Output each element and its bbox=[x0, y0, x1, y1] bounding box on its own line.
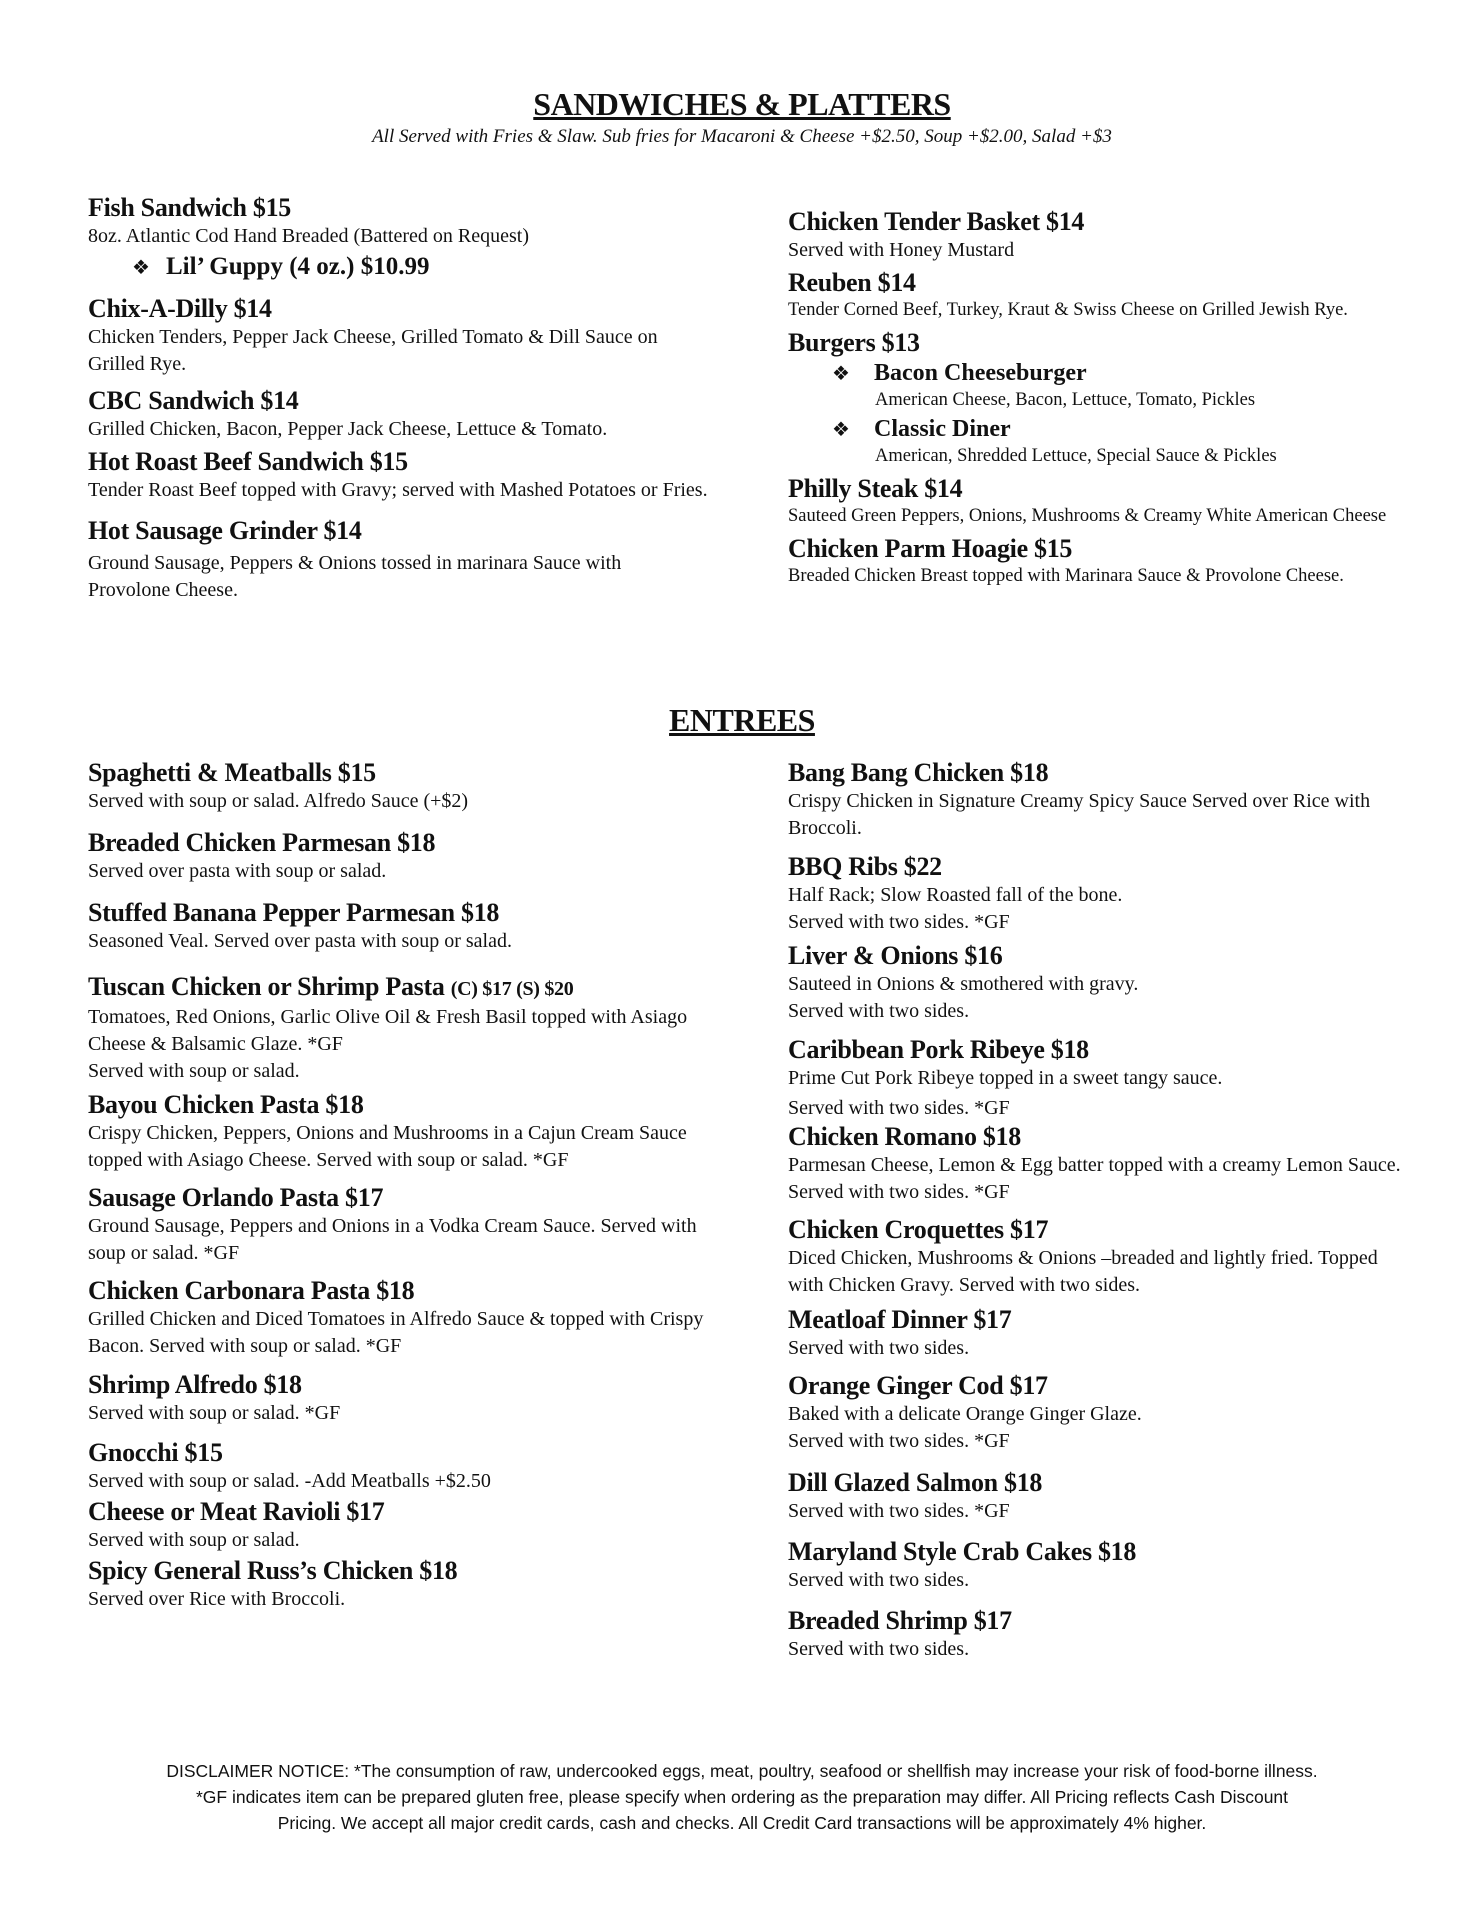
item-name: CBC Sandwich $14 bbox=[88, 386, 299, 415]
item-desc: Sauteed in Onions & smothered with gravy. bbox=[788, 973, 1139, 995]
item-name: Maryland Style Crab Cakes $18 bbox=[788, 1537, 1137, 1566]
entrees-right-column bbox=[788, 758, 1408, 1663]
menu-item bbox=[88, 1276, 708, 1360]
menu-item bbox=[788, 207, 1408, 264]
item-name: Shrimp Alfredo $18 bbox=[88, 1370, 302, 1399]
item-name: Chicken Croquettes $17 bbox=[788, 1215, 1049, 1244]
menu-item bbox=[788, 1537, 1408, 1594]
item-name: Fish Sandwich $15 bbox=[88, 193, 291, 222]
entrees-title: ENTREES bbox=[669, 702, 815, 738]
sub-item bbox=[788, 414, 1408, 468]
item-name bbox=[88, 972, 708, 1004]
item-desc: Served with two sides. *GF bbox=[788, 1500, 1010, 1522]
menu-item bbox=[88, 1370, 708, 1427]
item-name: Hot Roast Beef Sandwich $15 bbox=[88, 447, 408, 476]
item-desc: Served with soup or salad. -Add Meatballs +$2.50 bbox=[88, 1470, 491, 1492]
item-desc: Crispy Chicken in Signature Creamy Spicy Sauce Served over Rice with Broccoli. bbox=[788, 790, 1371, 839]
item-desc: Served with soup or salad. Alfredo Sauce (+$2) bbox=[88, 790, 469, 812]
menu-item bbox=[88, 1497, 708, 1554]
menu-item bbox=[88, 828, 708, 885]
menu-item bbox=[788, 268, 1408, 322]
sub-item bbox=[788, 358, 1408, 412]
size-price-tag: (C) $17 (S) $20 bbox=[450, 978, 574, 1000]
sub-item-name: Classic Diner bbox=[874, 416, 1011, 442]
menu-item bbox=[788, 1305, 1408, 1362]
disclaimer-line: DISCLAIMER NOTICE: *The consumption of raw, undercooked eggs, meat, poultry, seafood or shellfish may increase your risk of food-borne illness. bbox=[166, 1761, 1318, 1781]
item-name: Stuffed Banana Pepper Parmesan $18 bbox=[88, 898, 500, 927]
menu-item bbox=[88, 294, 708, 378]
item-name: Dill Glazed Salmon $18 bbox=[788, 1468, 1043, 1497]
diamond-bullet-icon: ❖ bbox=[832, 363, 850, 385]
item-desc: Served with soup or salad. bbox=[88, 1529, 300, 1551]
item-desc: 8oz. Atlantic Cod Hand Breaded (Battered on Request) bbox=[88, 225, 529, 247]
menu-item bbox=[88, 1090, 708, 1174]
menu-item bbox=[788, 1468, 1408, 1525]
item-name: Spicy General Russ’s Chicken $18 bbox=[88, 1556, 458, 1585]
item-name: Sausage Orlando Pasta $17 bbox=[88, 1183, 384, 1212]
menu-item bbox=[88, 447, 708, 504]
sandwiches-subtitle: All Served with Fries & Slaw. Sub fries for Macaroni & Cheese +$2.50, Soup +$2.00, Salad +$3 bbox=[372, 126, 1112, 147]
menu-item bbox=[788, 1035, 1408, 1122]
item-desc: Tender Corned Beef, Turkey, Kraut & Swiss Cheese on Grilled Jewish Rye. bbox=[788, 300, 1348, 320]
sub-item-desc: American Cheese, Bacon, Lettuce, Tomato, Pickles bbox=[875, 390, 1256, 410]
menu-item bbox=[788, 941, 1408, 1025]
item-desc: Tender Roast Beef topped with Gravy; served with Mashed Potatoes or Fries. bbox=[88, 479, 708, 501]
item-desc: Prime Cut Pork Ribeye topped in a sweet tangy sauce. bbox=[788, 1067, 1223, 1089]
item-name: Orange Ginger Cod $17 bbox=[788, 1371, 1048, 1400]
menu-item bbox=[788, 534, 1408, 588]
item-desc: Diced Chicken, Mushrooms & Onions –breaded and lightly fried. Topped with Chicken Gravy. Served with two sides. bbox=[788, 1247, 1378, 1296]
disclaimer-line: Pricing. We accept all major credit cards, cash and checks. All Credit Card transactions will be approximately 4% higher. bbox=[277, 1813, 1207, 1833]
item-desc: Parmesan Cheese, Lemon & Egg batter topped with a creamy Lemon Sauce. Served with two sides. *GF bbox=[788, 1154, 1401, 1203]
item-name: Bayou Chicken Pasta $18 bbox=[88, 1090, 364, 1119]
item-desc: Served with two sides. bbox=[788, 1638, 970, 1660]
menu-item bbox=[88, 1183, 708, 1267]
item-desc: Chicken Tenders, Pepper Jack Cheese, Grilled Tomato & Dill Sauce on Grilled Rye. bbox=[88, 326, 658, 375]
menu-item bbox=[88, 386, 708, 443]
disclaimer-notice bbox=[40, 1758, 1444, 1836]
item-name: Caribbean Pork Ribeye $18 bbox=[788, 1035, 1089, 1064]
sub-item bbox=[88, 252, 708, 282]
item-desc-2: Served with soup or salad. bbox=[88, 1060, 300, 1082]
item-name: BBQ Ribs $22 bbox=[788, 852, 942, 881]
item-desc: Served with soup or salad. *GF bbox=[88, 1402, 341, 1424]
item-desc: Served over Rice with Broccoli. bbox=[88, 1588, 346, 1610]
menu-item bbox=[788, 328, 1408, 358]
menu-item bbox=[88, 193, 708, 250]
item-desc: Grilled Chicken, Bacon, Pepper Jack Cheese, Lettuce & Tomato. bbox=[88, 418, 608, 440]
item-name: Chicken Romano $18 bbox=[788, 1122, 1021, 1151]
item-name: Philly Steak $14 bbox=[788, 474, 963, 503]
item-desc: Tomatoes, Red Onions, Garlic Olive Oil & Fresh Basil topped with Asiago Cheese & Balsamic Glaze. *GF bbox=[88, 1006, 688, 1055]
menu-item bbox=[788, 1215, 1408, 1299]
menu-item bbox=[88, 898, 708, 955]
menu-item bbox=[788, 1122, 1408, 1206]
sub-item-desc: American, Shredded Lettuce, Special Sauce & Pickles bbox=[875, 446, 1277, 466]
sub-item-name: Lil’ Guppy (4 oz.) $10.99 bbox=[166, 253, 430, 280]
menu-item bbox=[788, 758, 1408, 842]
item-desc: Served with Honey Mustard bbox=[788, 239, 1015, 261]
menu-item bbox=[88, 1438, 708, 1495]
disclaimer-line: *GF indicates item can be prepared gluten free, please specify when ordering as the preparation may differ. All Pricing reflects Cash Discount bbox=[195, 1787, 1289, 1807]
menu-item bbox=[788, 474, 1408, 528]
item-desc: Grilled Chicken and Diced Tomatoes in Alfredo Sauce & topped with Crispy Bacon. Served with soup or salad. *GF bbox=[88, 1308, 704, 1357]
diamond-bullet-icon: ❖ bbox=[132, 257, 150, 279]
item-name: Burgers $13 bbox=[788, 328, 920, 357]
item-name: Gnocchi $15 bbox=[88, 1438, 223, 1467]
item-desc: Ground Sausage, Peppers & Onions tossed in marinara Sauce with Provolone Cheese. bbox=[88, 552, 622, 601]
diamond-bullet-icon: ❖ bbox=[832, 419, 850, 441]
item-desc: Ground Sausage, Peppers and Onions in a Vodka Cream Sauce. Served with soup or salad. *GF bbox=[88, 1215, 697, 1264]
menu-item bbox=[788, 852, 1408, 936]
menu-item bbox=[88, 516, 708, 604]
item-name: Bang Bang Chicken $18 bbox=[788, 758, 1049, 787]
item-name: Chicken Tender Basket $14 bbox=[788, 207, 1085, 236]
item-desc: Baked with a delicate Orange Ginger Glaze. bbox=[788, 1403, 1142, 1425]
item-name: Chix-A-Dilly $14 bbox=[88, 294, 272, 323]
entrees-left-column bbox=[88, 758, 708, 1613]
menu-item bbox=[788, 1371, 1408, 1455]
menu-item bbox=[88, 972, 708, 1085]
item-desc-2: Served with two sides. bbox=[788, 1000, 970, 1022]
item-name: Spaghetti & Meatballs $15 bbox=[88, 758, 376, 787]
sandwiches-right-column bbox=[788, 207, 1408, 588]
menu-item bbox=[88, 758, 708, 815]
item-desc: Served over pasta with soup or salad. bbox=[88, 860, 387, 882]
item-desc: Half Rack; Slow Roasted fall of the bone. bbox=[788, 884, 1123, 906]
item-name: Liver & Onions $16 bbox=[788, 941, 1003, 970]
sandwiches-left-column bbox=[88, 193, 708, 604]
item-name: Chicken Carbonara Pasta $18 bbox=[88, 1276, 415, 1305]
item-name: Breaded Chicken Parmesan $18 bbox=[88, 828, 436, 857]
item-desc-2: Served with two sides. *GF bbox=[788, 1430, 1010, 1452]
sandwiches-title: SANDWICHES & PLATTERS bbox=[533, 86, 951, 122]
item-name-text: Tuscan Chicken or Shrimp Pasta bbox=[88, 972, 451, 1001]
item-name: Breaded Shrimp $17 bbox=[788, 1606, 1012, 1635]
item-name: Cheese or Meat Ravioli $17 bbox=[88, 1497, 385, 1526]
item-desc-2: Served with two sides. *GF bbox=[788, 911, 1010, 933]
menu-item bbox=[88, 1556, 708, 1613]
item-desc: Crispy Chicken, Peppers, Onions and Mushrooms in a Cajun Cream Sauce topped with Asiago Cheese. Served with soup or salad. *GF bbox=[88, 1122, 687, 1171]
item-desc: Sauteed Green Peppers, Onions, Mushrooms & Creamy White American Cheese bbox=[788, 506, 1387, 526]
item-desc-2: Served with two sides. *GF bbox=[788, 1097, 1010, 1119]
sub-item-name: Bacon Cheeseburger bbox=[874, 360, 1087, 386]
item-name: Hot Sausage Grinder $14 bbox=[88, 516, 362, 545]
item-desc: Breaded Chicken Breast topped with Marinara Sauce & Provolone Cheese. bbox=[788, 566, 1344, 586]
item-desc: Served with two sides. bbox=[788, 1569, 970, 1591]
item-desc: Seasoned Veal. Served over pasta with soup or salad. bbox=[88, 930, 512, 952]
item-desc: Served with two sides. bbox=[788, 1337, 970, 1359]
item-name: Reuben $14 bbox=[788, 268, 916, 297]
item-name: Meatloaf Dinner $17 bbox=[788, 1305, 1012, 1334]
menu-item bbox=[788, 1606, 1408, 1663]
item-name: Chicken Parm Hoagie $15 bbox=[788, 534, 1073, 563]
